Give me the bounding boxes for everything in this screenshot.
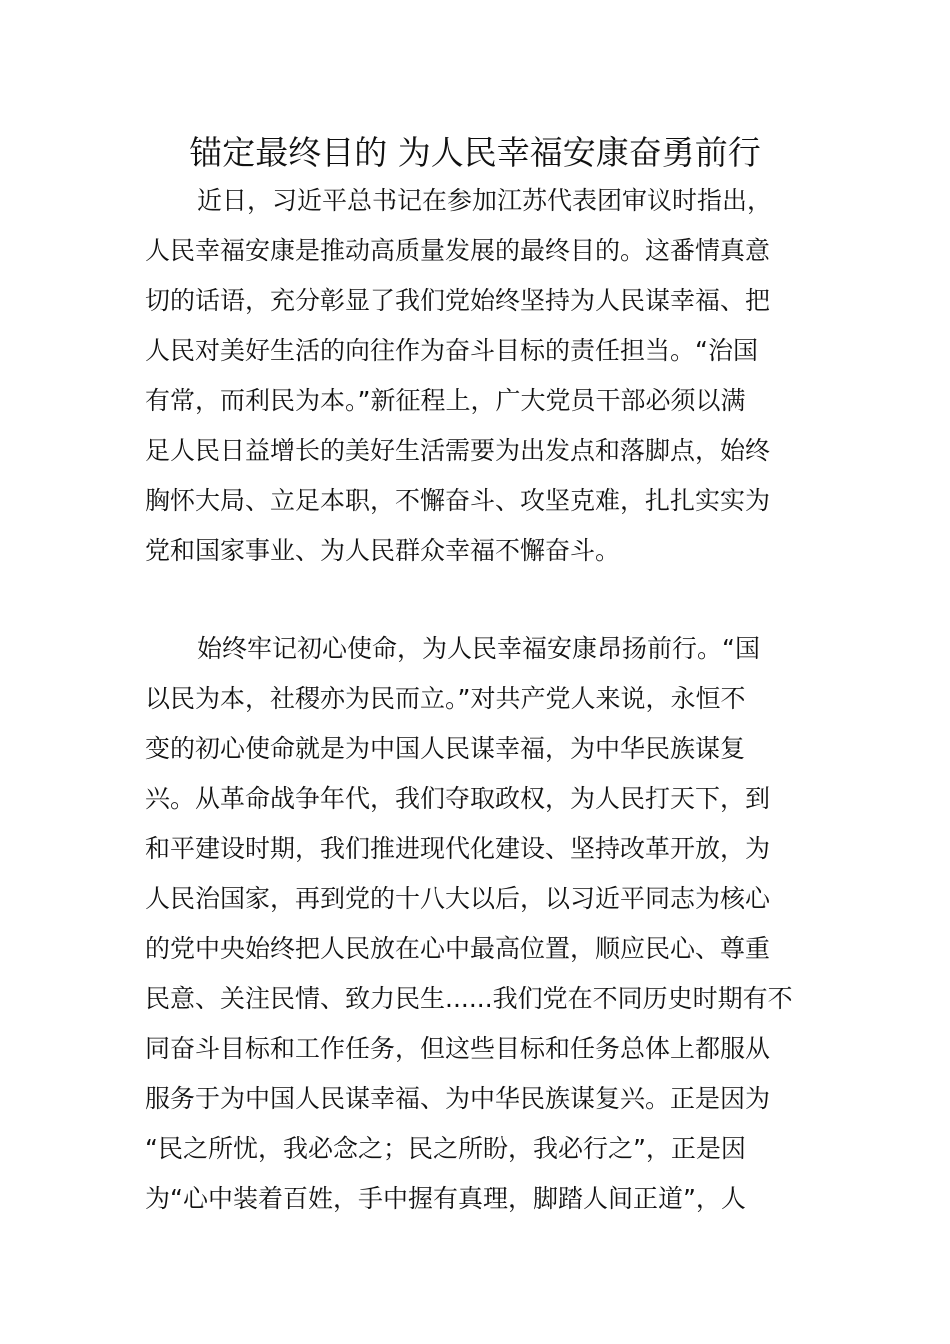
- text-line: “民之所忧，我必念之；民之所盼，我必行之”，正是因: [145, 1134, 746, 1163]
- text-line: 足人民日益增长的美好生活需要为出发点和落脚点，始终: [145, 436, 771, 465]
- text-line: 变的初心使命就是为中国人民谋幸福，为中华民族谋复: [145, 734, 746, 763]
- text-line: 同奋斗目标和工作任务，但这些目标和任务总体上都服从: [145, 1034, 771, 1063]
- text-line: 人民治国家，再到党的十八大以后，以习近平同志为核心: [145, 884, 771, 913]
- text-line: 有常，而利民为本。”新征程上，广大党员干部必须以满: [145, 386, 746, 415]
- paragraph-1: [145, 176, 810, 576]
- text-line: 为“心中装着百姓，手中握有真理，脚踏人间正道”，人: [145, 1184, 746, 1213]
- text-line: 人民幸福安康是推动高质量发展的最终目的。这番情真意: [145, 236, 771, 265]
- text-line: 的党中央始终把人民放在心中最高位置，顺应民心、尊重: [145, 934, 771, 963]
- text-line: 服务于为中国人民谋幸福、为中华民族谋复兴。正是因为: [145, 1084, 771, 1113]
- text-line: 兴。从革命战争年代，我们夺取政权，为人民打天下，到: [145, 784, 771, 813]
- text-line: 和平建设时期，我们推进现代化建设、坚持改革开放，为: [145, 834, 771, 863]
- text-line: 以民为本，社稷亦为民而立。”对共产党人来说，永恒不: [145, 684, 746, 713]
- text-line: 切的话语，充分彰显了我们党始终坚持为人民谋幸福、把: [145, 286, 771, 315]
- document-title: 锚定最终目的 为人民幸福安康奋勇前行: [189, 133, 761, 172]
- paragraph-2: [145, 624, 810, 1224]
- text-line: 胸怀大局、立足本职，不懈奋斗、攻坚克难，扎扎实实为: [145, 486, 771, 515]
- text-line: 人民对美好生活的向往作为奋斗目标的责任担当。“治国: [145, 336, 758, 365]
- text-line: 民意、关注民情、致力民生......我们党在不同历史时期有不: [145, 984, 793, 1013]
- text-line: 始终牢记初心使命，为人民幸福安康昂扬前行。“国: [197, 634, 760, 663]
- text-line: 党和国家事业、为人民群众幸福不懈奋斗。: [145, 536, 621, 565]
- text-line: 近日，习近平总书记在参加江苏代表团审议时指出，: [197, 186, 773, 215]
